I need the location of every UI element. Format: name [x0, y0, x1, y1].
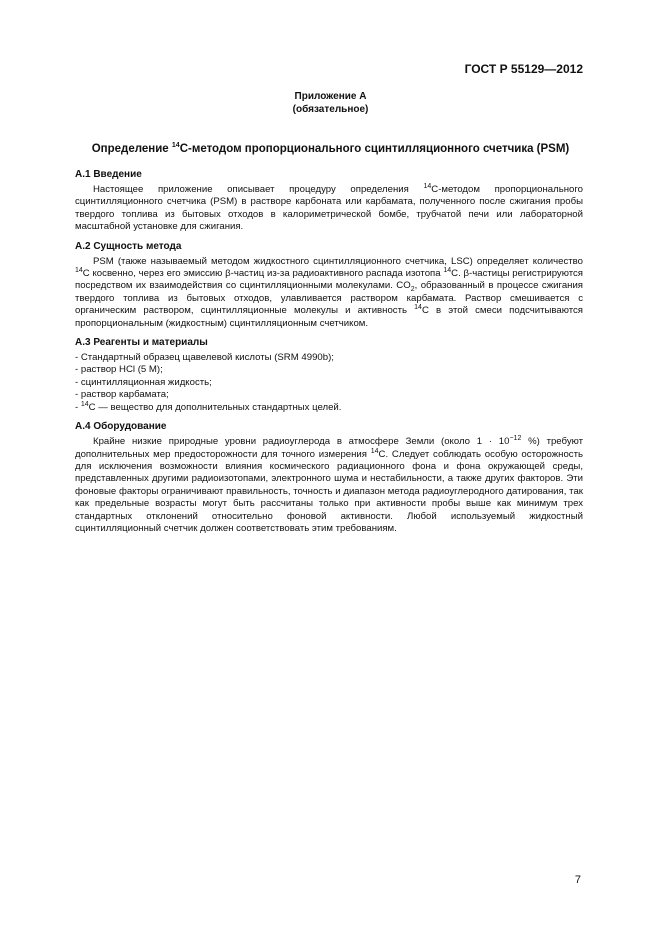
section-introduction [75, 168, 583, 234]
text-run: Крайне низкие природные уровни радиоуглерода в атмосфере Земли (около 1 · 10 [93, 436, 510, 448]
text-run: С. Следует соблюдать особую осторожность для исключения возможности влияния космического радиационного фона и фона окружающей среды, представленных другими радиоизотопами, электронного шума и нестабильности, а также других факторов. Эти фоновые факторы ограничивают правильность, точность и диапазон метода радиоуглеродного датирования, так как предельные возрасты могут быть рассчитаны только при активности пробы выше как минимум трех стандартных отклонений относительно фоновой активности. Любой используемый жидкостный сцинтилляционный счетчик должен соответствовать этим требованиям. [75, 448, 583, 534]
superscript: 14 [443, 266, 452, 274]
list-item: - раствор карбамата; [75, 389, 169, 401]
superscript: 14 [423, 182, 432, 190]
paragraph [75, 436, 583, 535]
superscript: 14 [80, 400, 89, 408]
superscript: 14 [414, 304, 422, 312]
appendix-label: Приложение А [294, 91, 367, 102]
section-heading: А.2 Сущность метода [75, 240, 182, 252]
text-run: - [75, 401, 81, 413]
text-run: Настоящее приложение описывает процедуру определения [93, 184, 424, 195]
list-item: - Стандартный образец щавелевой кислоты (SRM 4990b); [75, 352, 334, 364]
text-run: С в этой смеси подсчитываются пропорциональным (жидкостным) сцинтилляционным счетчиком. [75, 305, 583, 329]
text-run: С. β-частицы регистрируются посредством их взаимодействия со сцинтилляционными молекулами. CO [75, 268, 583, 292]
text-run: %) требуют дополнительных мер предосторожности для точного измерения [75, 436, 583, 460]
section-method-essence [75, 240, 583, 330]
paragraph [75, 184, 583, 234]
appendix-status: (обязательное) [292, 104, 369, 115]
title-rest: С-методом пропорционального сцинтилляционного счетчика (PSM) [179, 143, 570, 155]
title-prefix: Определение [91, 143, 172, 155]
section-heading: А.3 Реагенты и материалы [75, 337, 208, 349]
text-run: С косвенно, через его эмиссию β-частиц из-за радиоактивного распада изотопа [82, 268, 444, 280]
list-item [75, 402, 583, 414]
list-item: - сцинтилляционная жидкость; [75, 376, 212, 388]
section-heading: А.1 Введение [75, 169, 142, 180]
document-title [0, 143, 661, 155]
section-heading: А.4 Оборудование [75, 421, 167, 433]
title-isotope-superscript: 14 [171, 142, 180, 150]
paragraph [75, 256, 583, 330]
section-reagents [75, 336, 583, 414]
superscript: 14 [75, 266, 83, 274]
text-run: PSM (также называемый методом жидкостного сцинтилляционного счетчика, LSC) определяет количество [93, 255, 583, 267]
page-number: 7 [574, 874, 581, 886]
superscript: 14 [370, 447, 379, 455]
section-equipment [75, 420, 583, 535]
list-item: - раствор HCl (5 М); [75, 364, 163, 376]
text-run: С-методом пропорционального сцинтилляционного счетчика (PSM) в растворе карбоната или карбамата, полученного после сжигания пробы твердого топлива из бытовых отходов в калориметрической бомбе, трубчатой печи или лабораторной масштабной установке для сжигания. [75, 184, 583, 233]
text-run: С — вещество для дополнительных стандартных целей. [88, 401, 342, 413]
text-run: , образованный в процессе сжигания твердого топлива из бытовых отходов, улавливается раствором карбамата. Раствор смешивается с органическим раствором, сцинтилляционные молекулы и активность [75, 280, 584, 317]
superscript: −12 [509, 434, 522, 442]
document-body [75, 168, 583, 541]
subscript: 2 [410, 286, 415, 294]
reagent-list [75, 352, 583, 414]
standard-code: ГОСТ Р 55129—2012 [464, 62, 583, 76]
